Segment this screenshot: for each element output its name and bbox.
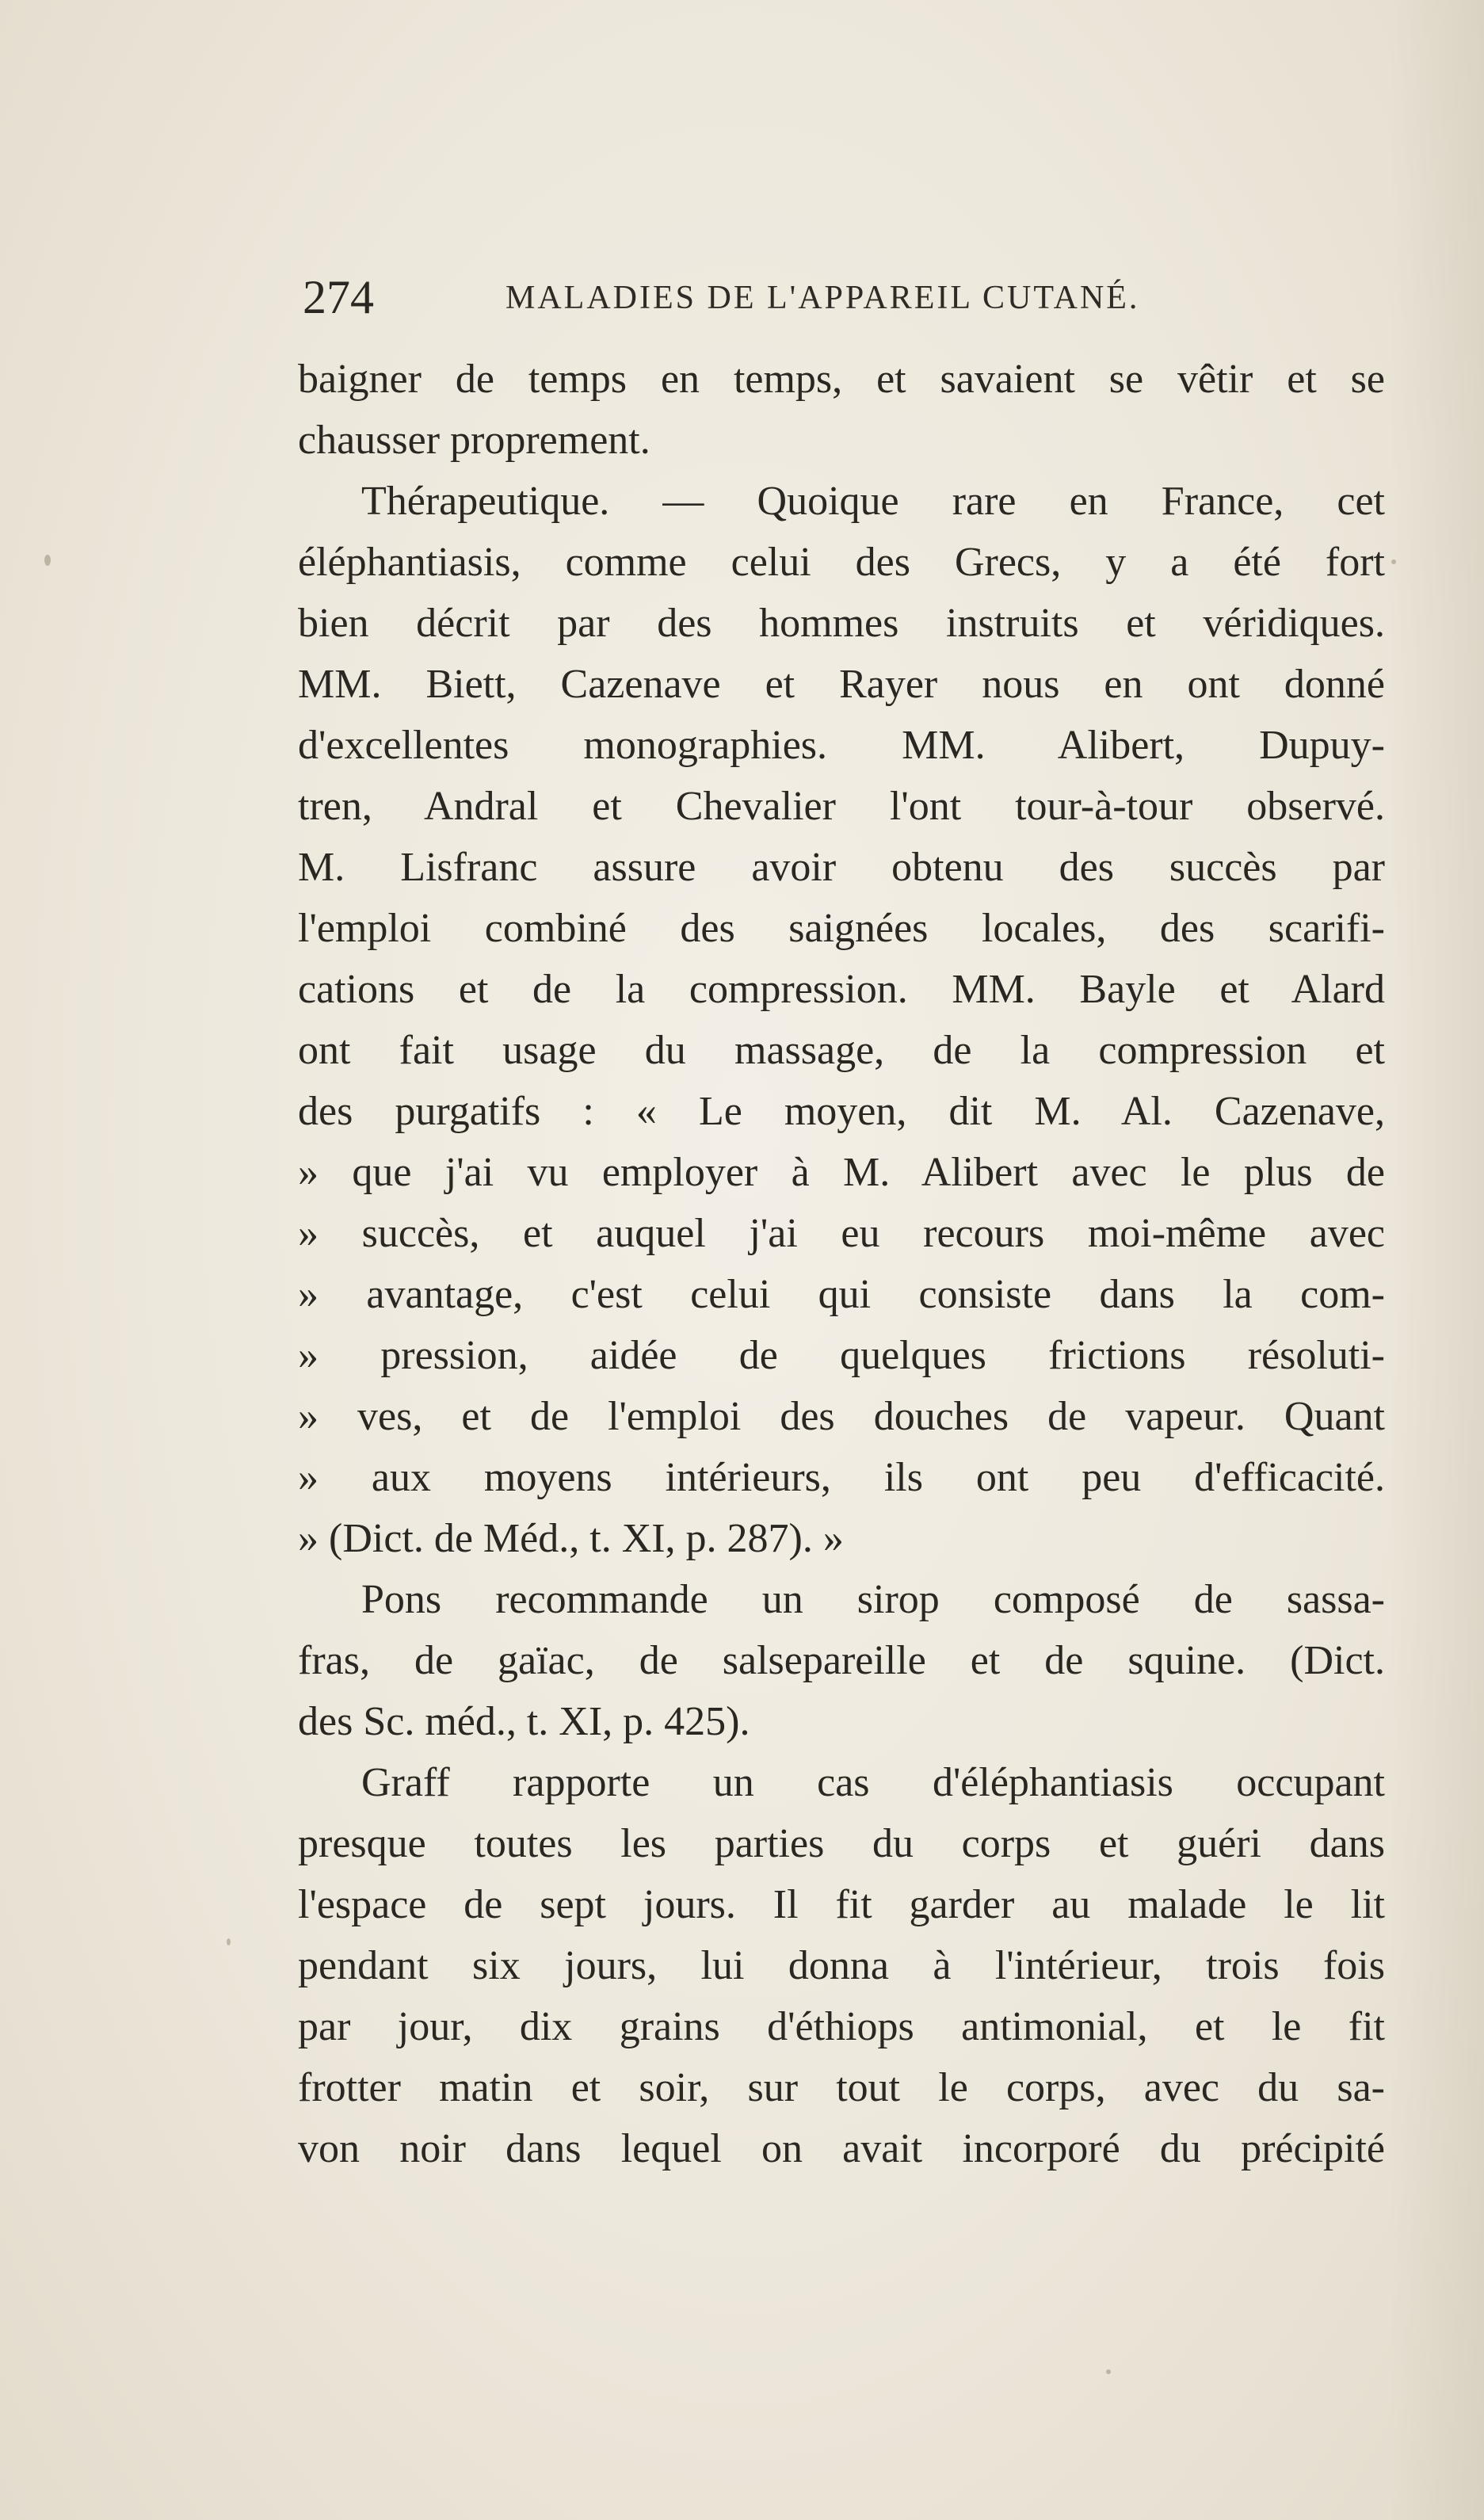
text-line: d'excellentes monographies. MM. Alibert, Dupuy- bbox=[298, 723, 1385, 768]
page-edge-shadow bbox=[1389, 0, 1484, 2520]
running-title: MALADIES DE L'APPAREIL CUTANÉ. bbox=[505, 280, 1140, 316]
text-line: pendant six jours, lui donna à l'intérieur, trois fois bbox=[298, 1943, 1385, 1988]
paper-speck bbox=[1106, 2369, 1111, 2374]
paragraph-start-line: Thérapeutique. — Quoique rare en France, cet bbox=[361, 479, 1385, 524]
page-header bbox=[303, 269, 1388, 325]
paper-speck bbox=[227, 1938, 231, 1945]
text-line: cations et de la compression. MM. Bayle et Alard bbox=[298, 967, 1385, 1012]
text-line: des purgatifs : « Le moyen, dit M. Al. Cazenave, bbox=[298, 1089, 1385, 1134]
text-line: presque toutes les parties du corps et guéri dans bbox=[298, 1821, 1385, 1866]
text-line: l'emploi combiné des saignées locales, des scarifi- bbox=[298, 906, 1385, 951]
text-line: fras, de gaïac, de salsepareille et de squine. (Dict. bbox=[298, 1638, 1385, 1683]
page-number: 274 bbox=[303, 271, 374, 323]
paper-speck bbox=[1391, 559, 1396, 564]
text-line: l'espace de sept jours. Il fit garder au malade le lit bbox=[298, 1882, 1385, 1927]
text-line: MM. Biett, Cazenave et Rayer nous en ont donné bbox=[298, 662, 1385, 707]
paragraph-start-line: Pons recommande un sirop composé de sassa- bbox=[361, 1577, 1385, 1622]
quoted-line: » avantage, c'est celui qui consiste dans la com- bbox=[298, 1272, 1385, 1317]
text-line: M. Lisfranc assure avoir obtenu des succès par bbox=[298, 845, 1385, 890]
quoted-line: » succès, et auquel j'ai eu recours moi-même avec bbox=[298, 1211, 1385, 1256]
text-line: par jour, dix grains d'éthiops antimonial, et le fit bbox=[298, 2004, 1385, 2049]
paragraph-start-line: Graff rapporte un cas d'éléphantiasis occupant bbox=[361, 1760, 1385, 1805]
body-text bbox=[298, 349, 1385, 2179]
quoted-line: » (Dict. de Méd., t. XI, p. 287). » bbox=[298, 1516, 844, 1561]
quoted-line: » ves, et de l'emploi des douches de vapeur. Quant bbox=[298, 1394, 1385, 1439]
paper-speck bbox=[44, 555, 51, 566]
text-line: bien décrit par des hommes instruits et véridiques. bbox=[298, 601, 1385, 646]
text-line: tren, Andral et Chevalier l'ont tour-à-tour observé. bbox=[298, 784, 1385, 829]
text-line: chausser proprement. bbox=[298, 418, 650, 463]
text-line: baigner de temps en temps, et savaient se vêtir et se bbox=[298, 357, 1385, 402]
quoted-line: » pression, aidée de quelques frictions résoluti- bbox=[298, 1333, 1385, 1378]
text-line: des Sc. méd., t. XI, p. 425). bbox=[298, 1699, 750, 1744]
text-line: frotter matin et soir, sur tout le corps, avec du sa- bbox=[298, 2065, 1385, 2110]
text-line: von noir dans lequel on avait incorporé du précipité bbox=[298, 2126, 1385, 2171]
quoted-line: » aux moyens intérieurs, ils ont peu d'efficacité. bbox=[298, 1455, 1385, 1500]
text-line: ont fait usage du massage, de la compression et bbox=[298, 1028, 1385, 1073]
quoted-line: » que j'ai vu employer à M. Alibert avec le plus de bbox=[298, 1150, 1385, 1195]
text-line: éléphantiasis, comme celui des Grecs, y a été fort bbox=[298, 540, 1385, 585]
